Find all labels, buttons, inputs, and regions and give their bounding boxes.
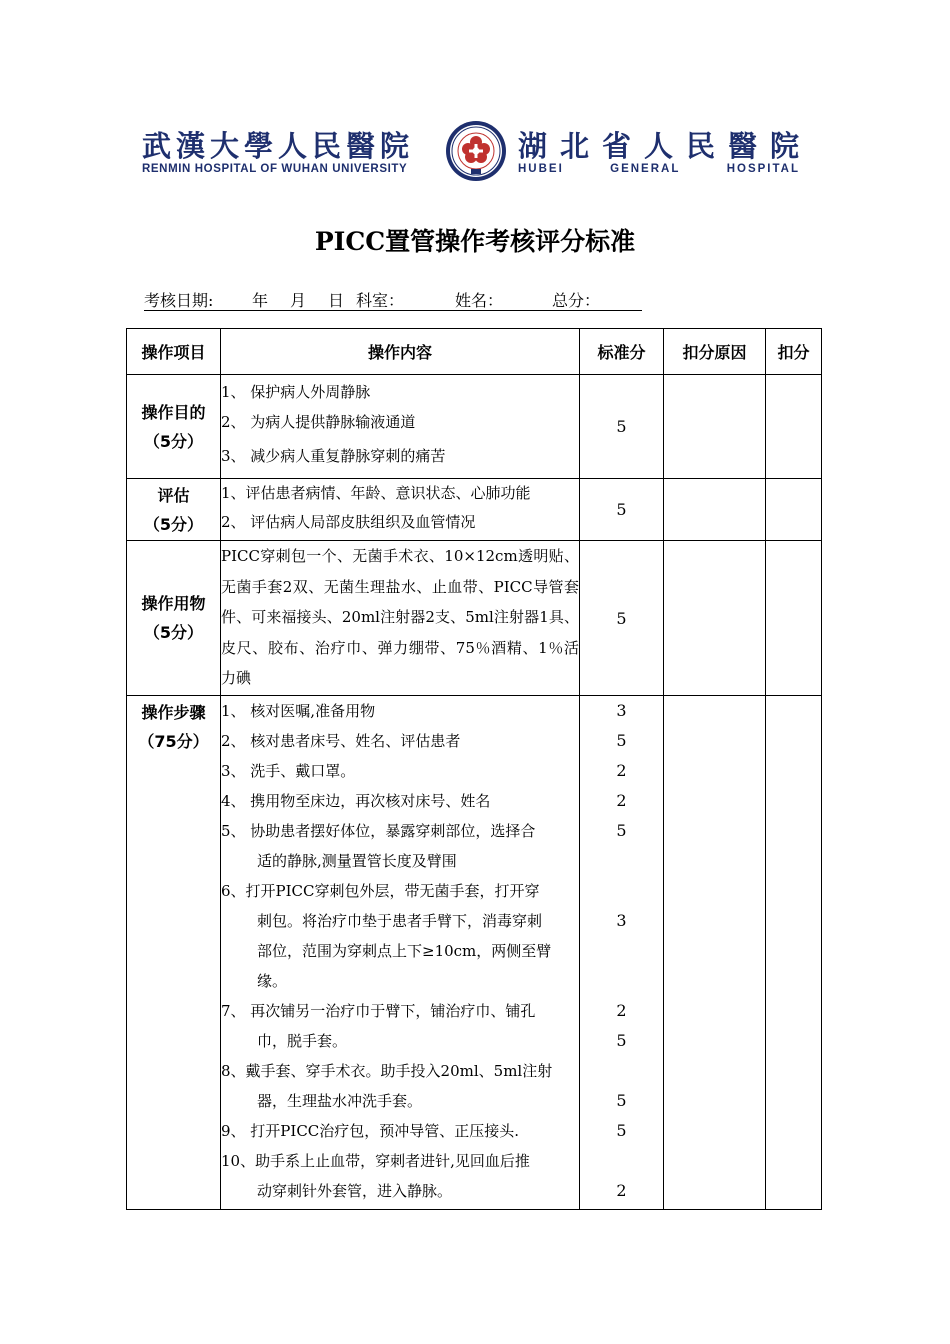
renmin-hospital-cn-name: 武漢大學人民醫院 bbox=[142, 129, 415, 163]
header-content: 操作内容 bbox=[221, 329, 580, 375]
step-line: 7、 再次铺另一治疗巾于臂下，铺治疗巾、铺孔 bbox=[221, 1002, 536, 1020]
step-line: 6、打开PICC穿刺包外层，带无菌手套，打开穿 bbox=[221, 882, 540, 900]
row-content bbox=[221, 696, 580, 1210]
step-continuation: 缘。 bbox=[257, 972, 288, 990]
month-label: 月 bbox=[290, 291, 307, 310]
step-score bbox=[580, 846, 663, 876]
deduction-cell[interactable] bbox=[766, 375, 822, 479]
standard-score-list bbox=[580, 696, 664, 1210]
content-line: 3、 减少病人重复静脉穿刺的痛苦 bbox=[221, 447, 446, 465]
en-word: GENERAL bbox=[610, 163, 681, 175]
item-points: （75分） bbox=[138, 732, 209, 751]
deduction-reason-cell[interactable] bbox=[664, 696, 766, 1210]
en-word: HUBEI bbox=[518, 163, 564, 175]
table-row bbox=[127, 541, 822, 696]
hubei-hospital-en-name bbox=[518, 163, 800, 175]
year-label: 年 bbox=[252, 291, 269, 310]
renmin-hospital-logo bbox=[140, 118, 430, 188]
table-row bbox=[127, 696, 822, 1210]
content-line: 2、 为病人提供静脉输液通道 bbox=[221, 413, 416, 431]
deduction-cell[interactable] bbox=[766, 479, 822, 541]
exam-info-line bbox=[144, 288, 642, 311]
standard-score: 5 bbox=[580, 541, 664, 696]
step-continuation: 动穿刺针外套管，进入静脉。 bbox=[257, 1182, 453, 1200]
step-score: 2 bbox=[616, 1181, 627, 1200]
step-continuation: 器，生理盐水冲洗手套。 bbox=[257, 1092, 423, 1110]
page-title: PICC置管操作考核评分标准 bbox=[314, 227, 636, 256]
content-line: 1、 保护病人外周静脉 bbox=[221, 383, 371, 401]
step-score bbox=[580, 876, 663, 906]
item-name: 操作用物 bbox=[141, 594, 206, 613]
scoring-table bbox=[126, 328, 822, 1210]
hospital-emblem-icon bbox=[445, 120, 507, 182]
row-item bbox=[127, 479, 221, 541]
content-line: 2、 评估病人局部皮肤组织及血管情况 bbox=[221, 513, 476, 531]
deduction-cell[interactable] bbox=[766, 696, 822, 1210]
step-continuation: 刺包。将治疗巾垫于患者手臂下，消毒穿刺 bbox=[257, 912, 543, 930]
supplies-paragraph: PICC穿刺包一个、无菌手术衣、10×12cm透明贴、无菌手套2双、无菌生理盐水、止血带、PICC导管套件、可来福接头、20ml注射器2支、5ml注射器1具、皮尺、胶布、治疗巾、弹力绷带、75％酒精、1％活力碘 bbox=[221, 547, 579, 687]
step-score: 5 bbox=[616, 1121, 627, 1140]
item-name: 评估 bbox=[157, 485, 190, 505]
step-line: 5、 协助患者摆好体位，暴露穿刺部位，选择合 bbox=[221, 822, 536, 840]
header-deduction: 扣分 bbox=[766, 329, 822, 375]
deduction-reason-cell[interactable] bbox=[664, 479, 766, 541]
row-content bbox=[221, 375, 580, 479]
total-label: 总分： bbox=[552, 291, 601, 310]
step-line: 2、 核对患者床号、姓名、评估患者 bbox=[221, 732, 461, 750]
renmin-hospital-en-name: RENMIN HOSPITAL OF WUHAN UNIVERSITY bbox=[142, 163, 408, 175]
header-standard-score: 标准分 bbox=[580, 329, 664, 375]
table-row bbox=[127, 375, 822, 479]
table-header-row bbox=[127, 329, 822, 375]
en-word: HOSPITAL bbox=[726, 163, 800, 175]
step-line: 4、 携用物至床边，再次核对床号、姓名 bbox=[221, 792, 491, 810]
deduction-reason-cell[interactable] bbox=[664, 375, 766, 479]
item-name: 操作目的 bbox=[141, 402, 206, 422]
step-score: 3 bbox=[616, 701, 627, 720]
table-row bbox=[127, 479, 822, 541]
name-label: 姓名： bbox=[455, 291, 504, 310]
step-line: 10、助手系上止血带，穿刺者进针,见回血后推 bbox=[221, 1152, 530, 1170]
step-line: 9、 打开PICC治疗包，预冲导管、正压接头. bbox=[221, 1122, 520, 1140]
hospital-logo-banner bbox=[140, 118, 813, 188]
step-score: 5 bbox=[616, 1091, 627, 1110]
step-line: 1、 核对医嘱,准备用物 bbox=[221, 702, 376, 720]
item-points: （5分） bbox=[143, 623, 204, 642]
step-score: 2 bbox=[616, 761, 627, 780]
step-score bbox=[580, 966, 663, 996]
step-score: 5 bbox=[616, 1031, 627, 1050]
step-score bbox=[580, 1056, 663, 1086]
row-content bbox=[221, 479, 580, 541]
step-score bbox=[580, 936, 663, 966]
deduction-reason-cell[interactable] bbox=[664, 541, 766, 696]
item-points: （5分） bbox=[143, 514, 204, 534]
hubei-hospital-logo bbox=[518, 118, 813, 188]
header-item: 操作项目 bbox=[127, 329, 221, 375]
dept-label: 科室： bbox=[356, 291, 405, 310]
row-item bbox=[127, 541, 221, 696]
row-item bbox=[127, 696, 221, 1210]
standard-score: 5 bbox=[580, 375, 664, 479]
step-score: 3 bbox=[616, 911, 627, 930]
row-content bbox=[221, 541, 580, 696]
step-score: 5 bbox=[616, 731, 627, 750]
standard-score: 5 bbox=[580, 479, 664, 541]
step-continuation: 巾，脱手套。 bbox=[257, 1032, 348, 1050]
item-points: （5分） bbox=[143, 431, 204, 451]
step-score: 2 bbox=[616, 791, 627, 810]
day-label: 日 bbox=[328, 291, 345, 310]
step-score bbox=[580, 1146, 663, 1176]
step-score: 2 bbox=[616, 1001, 627, 1020]
step-line: 8、戴手套、穿手术衣。助手投入20ml、5ml注射 bbox=[221, 1062, 553, 1080]
header-deduction-reason: 扣分原因 bbox=[664, 329, 766, 375]
row-item bbox=[127, 375, 221, 479]
deduction-cell[interactable] bbox=[766, 541, 822, 696]
step-score: 5 bbox=[616, 821, 627, 840]
step-continuation: 部位，范围为穿刺点上下≥10cm，两侧至臂 bbox=[257, 942, 552, 960]
hubei-hospital-cn-name: 湖北省人民醫院 bbox=[518, 129, 813, 163]
item-name: 操作步骤 bbox=[141, 703, 206, 722]
step-line: 3、 洗手、戴口罩。 bbox=[221, 762, 356, 780]
step-continuation: 适的静脉,测量置管长度及臂围 bbox=[257, 852, 457, 870]
content-line: 1、评估患者病情、年龄、意识状态、心肺功能 bbox=[221, 484, 531, 502]
date-label: 考核日期: bbox=[144, 291, 214, 310]
